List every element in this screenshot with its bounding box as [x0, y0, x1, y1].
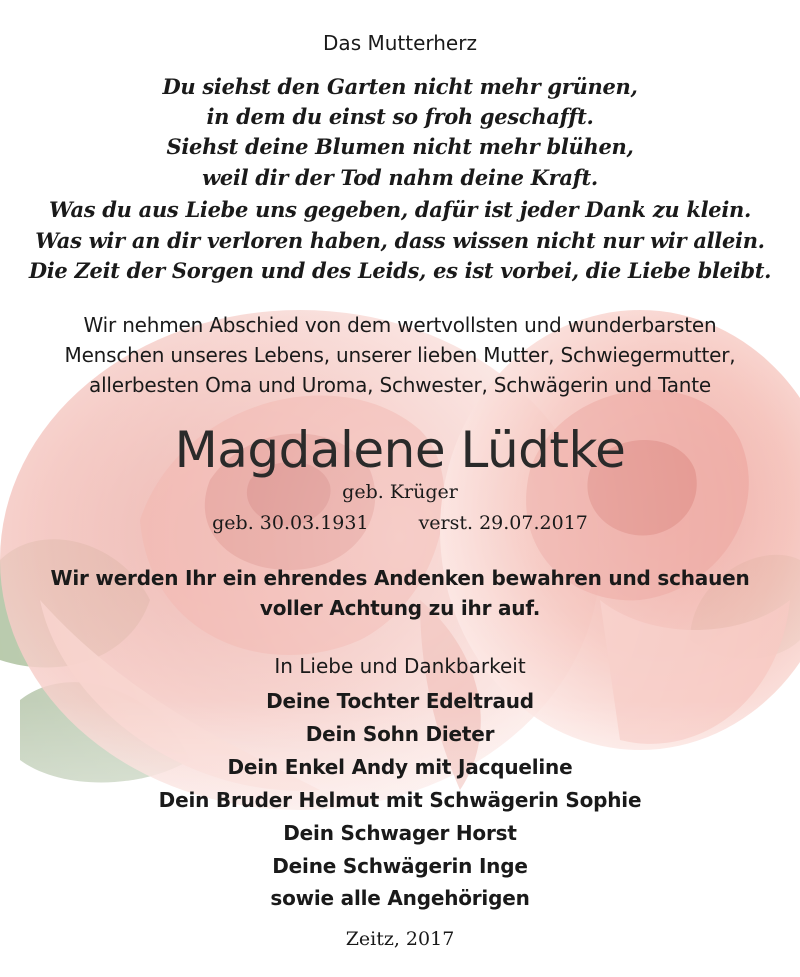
- heading: Das Mutterherz: [323, 31, 477, 55]
- death-date: verst. 29.07.2017: [418, 512, 588, 534]
- closing-phrase: In Liebe und Dankbarkeit: [274, 654, 526, 678]
- mourner-item: Deine Tochter Edeltraud: [266, 689, 534, 713]
- poem-line: Was du aus Liebe uns gegeben, dafür ist jeder Dank zu klein.: [49, 197, 751, 222]
- poem-line: Du siehst den Garten nicht mehr grünen,: [162, 74, 638, 99]
- deceased-name: Magdalene Lüdtke: [174, 421, 626, 479]
- place-and-year: Zeitz, 2017: [345, 928, 455, 950]
- mourner-item: Dein Enkel Andy mit Jacqueline: [227, 755, 573, 779]
- life-dates: [0, 510, 800, 536]
- poem-line: Was wir an dir verloren haben, dass wissen nicht nur wir allein.: [35, 228, 765, 253]
- mourner-item: Deine Schwägerin Inge: [272, 854, 528, 878]
- tribute-line: voller Achtung zu ihr auf.: [259, 596, 541, 620]
- intro-line: Menschen unseres Lebens, unserer lieben Mutter, Schwiegermutter,: [64, 343, 736, 367]
- poem-line: weil dir der Tod nahm deine Kraft.: [202, 165, 598, 190]
- tribute-line: Wir werden Ihr ein ehrendes Andenken bewahren und schauen: [50, 566, 750, 590]
- intro-line: allerbesten Oma und Uroma, Schwester, Schwägerin und Tante: [89, 373, 711, 397]
- poem-line: in dem du einst so froh geschafft.: [206, 104, 594, 129]
- poem-line: Siehst deine Blumen nicht mehr blühen,: [166, 134, 634, 159]
- mourner-item: Dein Sohn Dieter: [305, 722, 495, 746]
- mourner-item: Dein Schwager Horst: [283, 821, 517, 845]
- maiden-name: geb. Krüger: [342, 481, 458, 503]
- mourner-item: Dein Bruder Helmut mit Schwägerin Sophie: [158, 788, 642, 812]
- intro-line: Wir nehmen Abschied von dem wertvollsten und wunderbarsten: [83, 313, 717, 337]
- birth-date: geb. 30.03.1931: [212, 512, 369, 534]
- poem-line: Die Zeit der Sorgen und des Leids, es ist vorbei, die Liebe bleibt.: [28, 258, 772, 283]
- mourner-item: sowie alle Angehörigen: [270, 886, 530, 910]
